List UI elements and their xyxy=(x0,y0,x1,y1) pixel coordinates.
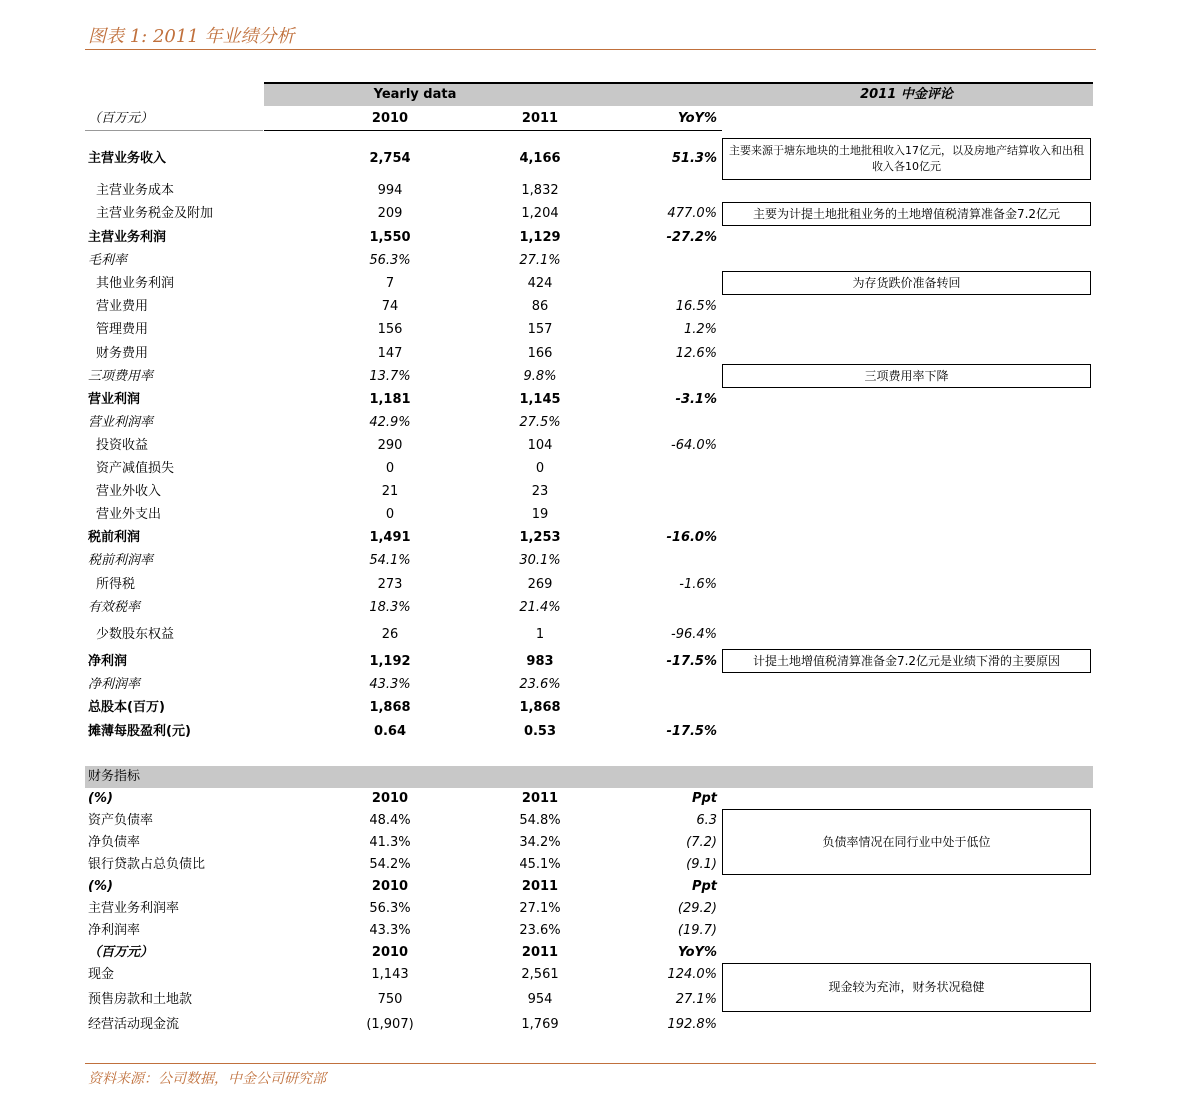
fin-header-c1: 2010 xyxy=(371,791,409,806)
fin-value-v2011: 54.8% xyxy=(519,813,561,828)
value-2011: 1,868 xyxy=(519,700,561,715)
row-label: 营业利润 xyxy=(88,392,141,407)
fin-header-c2: 2011 xyxy=(521,945,559,960)
fin-header-unit: （百万元） xyxy=(88,945,154,960)
fin-value-v2010: (1,907) xyxy=(366,1017,414,1032)
fin-value-v2011: 954 xyxy=(527,992,553,1007)
value-yoy: -1.6% xyxy=(679,577,717,592)
value-2011: 86 xyxy=(531,299,549,314)
fin-title: 财务指标 xyxy=(88,769,141,784)
value-2011: 269 xyxy=(527,577,553,592)
header-top-line xyxy=(264,82,1093,84)
value-2010: 1,550 xyxy=(369,230,411,245)
value-yoy: -16.0% xyxy=(666,530,717,545)
value-2011: 1,253 xyxy=(519,530,561,545)
value-2010: 209 xyxy=(377,206,403,221)
row-label: 管理费用 xyxy=(96,322,149,337)
value-2010: 26 xyxy=(381,627,399,642)
fin-header-c3: YoY% xyxy=(677,945,717,960)
value-2010: 54.1% xyxy=(369,553,411,568)
value-yoy: 16.5% xyxy=(675,299,717,314)
value-2011: 19 xyxy=(531,507,549,522)
row-label: 财务费用 xyxy=(96,346,149,361)
fin-header-c1: 2010 xyxy=(371,879,409,894)
row-label: 净利润 xyxy=(88,654,128,669)
value-2011: 424 xyxy=(527,276,553,291)
fin-header-c3: Ppt xyxy=(691,879,717,894)
fin-value-v2011: 1,769 xyxy=(521,1017,559,1032)
value-2011: 30.1% xyxy=(519,553,561,568)
fin-band xyxy=(85,766,1093,788)
fin-value-v2011: 23.6% xyxy=(519,923,561,938)
value-2011: 0 xyxy=(535,461,545,476)
fin-value-chg: 124.0% xyxy=(667,967,717,982)
value-yoy: -17.5% xyxy=(666,724,717,739)
value-2010: 1,868 xyxy=(369,700,411,715)
value-2010: 13.7% xyxy=(369,369,411,384)
fin-value-chg: (7.2) xyxy=(686,835,717,850)
value-yoy: -27.2% xyxy=(666,230,717,245)
fin-value-chg: (29.2) xyxy=(677,901,717,916)
fin-value-v2011: 27.1% xyxy=(519,901,561,916)
value-yoy: -17.5% xyxy=(666,654,717,669)
fin-value-v2010: 54.2% xyxy=(369,857,411,872)
fin-row-label: 资产负债率 xyxy=(88,813,154,828)
yearly-data-header: Yearly data xyxy=(373,87,457,102)
fin-value-v2011: 34.2% xyxy=(519,835,561,850)
value-2011: 1,129 xyxy=(519,230,561,245)
value-2011: 21.4% xyxy=(519,600,561,615)
fin-value-v2011: 2,561 xyxy=(521,967,559,982)
value-2011: 4,166 xyxy=(519,151,561,166)
row-label: 主营业务税金及附加 xyxy=(96,206,214,221)
row-label: 所得税 xyxy=(96,577,136,592)
fin-value-v2010: 1,143 xyxy=(371,967,409,982)
value-2011: 157 xyxy=(527,322,553,337)
figure-title: 图表 1: 2011 年业绩分析 xyxy=(88,26,295,47)
fin-row-label: 现金 xyxy=(88,967,115,982)
value-yoy: 51.3% xyxy=(671,151,717,166)
row-label: 税前利润 xyxy=(88,530,141,545)
value-2010: 56.3% xyxy=(369,253,411,268)
row-label: 税前利润率 xyxy=(88,553,154,568)
row-label: 主营业务成本 xyxy=(96,183,175,198)
value-2010: 147 xyxy=(377,346,403,361)
value-yoy: 477.0% xyxy=(667,206,717,221)
comment-box-tax: 主要为计提土地批租业务的土地增值税清算准备金7.2亿元 xyxy=(722,202,1091,226)
row-label: 三项费用率 xyxy=(88,369,154,384)
comment-header: 2011 中金评论 xyxy=(860,87,953,102)
value-2011: 104 xyxy=(527,438,553,453)
value-2010: 0 xyxy=(385,507,395,522)
col-yoy-header: YoY% xyxy=(677,111,717,126)
row-label: 主营业务收入 xyxy=(88,151,167,166)
fin-value-chg: 192.8% xyxy=(667,1017,717,1032)
fin-row-label: 净负债率 xyxy=(88,835,141,850)
value-2010: 43.3% xyxy=(369,677,411,692)
value-2010: 74 xyxy=(381,299,399,314)
row-label: 摊薄每股盈利(元) xyxy=(88,724,191,739)
fin-value-v2010: 750 xyxy=(377,992,403,1007)
value-2011: 0.53 xyxy=(523,724,557,739)
value-2011: 1,204 xyxy=(521,206,559,221)
fin-value-v2010: 43.3% xyxy=(369,923,411,938)
value-2011: 166 xyxy=(527,346,553,361)
comment-box-cash: 现金较为充沛，财务状况稳健 xyxy=(722,963,1091,1012)
fin-value-v2010: 41.3% xyxy=(369,835,411,850)
fin-value-chg: (19.7) xyxy=(677,923,717,938)
col-2010-header: 2010 xyxy=(371,111,409,126)
value-yoy: -64.0% xyxy=(671,438,717,453)
bottom-rule xyxy=(85,1063,1096,1064)
comment-box-net-profit: 计提土地增值税清算准备金7.2亿元是业绩下滑的主要原因 xyxy=(722,649,1091,673)
value-2010: 21 xyxy=(381,484,399,499)
comment-box-other-profit: 为存货跌价准备转回 xyxy=(722,271,1091,295)
value-2011: 9.8% xyxy=(523,369,557,384)
row-label: 投资收益 xyxy=(96,438,149,453)
value-2010: 994 xyxy=(377,183,403,198)
value-2011: 983 xyxy=(526,654,554,669)
row-label: 有效税率 xyxy=(88,600,141,615)
row-label: 其他业务利润 xyxy=(96,276,175,291)
fin-header-unit: (%) xyxy=(88,791,113,806)
source-note: 资料来源：公司数据，中金公司研究部 xyxy=(88,1071,326,1087)
fin-header-unit: (%) xyxy=(88,879,113,894)
value-2010: 1,192 xyxy=(369,654,411,669)
comment-box-debt: 负债率情况在同行业中处于低位 xyxy=(722,809,1091,875)
fin-row-label: 净利润率 xyxy=(88,923,141,938)
value-yoy: 12.6% xyxy=(675,346,717,361)
row-label: 营业外支出 xyxy=(96,507,162,522)
value-2010: 18.3% xyxy=(369,600,411,615)
value-2011: 27.5% xyxy=(519,415,561,430)
row-label: 毛利率 xyxy=(88,253,128,268)
value-2010: 273 xyxy=(377,577,403,592)
value-2011: 23 xyxy=(531,484,549,499)
fin-header-c2: 2011 xyxy=(521,879,559,894)
row-label: 主营业务利润 xyxy=(88,230,167,245)
fin-row-label: 经营活动现金流 xyxy=(88,1017,180,1032)
fin-value-chg: 6.3 xyxy=(696,813,717,828)
value-2010: 1,491 xyxy=(369,530,411,545)
row-label: 营业利润率 xyxy=(88,415,154,430)
fin-header-c2: 2011 xyxy=(521,791,559,806)
value-2010: 2,754 xyxy=(369,151,411,166)
header-bottom-line xyxy=(264,130,722,131)
value-2011: 27.1% xyxy=(519,253,561,268)
fin-value-chg: (9.1) xyxy=(686,857,717,872)
row-label: 营业费用 xyxy=(96,299,149,314)
col-2011-header: 2011 xyxy=(521,111,559,126)
value-yoy: -96.4% xyxy=(671,627,717,642)
value-2011: 1 xyxy=(535,627,545,642)
fin-value-v2011: 45.1% xyxy=(519,857,561,872)
row-label: 少数股东权益 xyxy=(96,627,175,642)
value-2011: 23.6% xyxy=(519,677,561,692)
value-2011: 1,145 xyxy=(519,392,561,407)
value-2010: 290 xyxy=(377,438,403,453)
row-label: 资产减值损失 xyxy=(96,461,175,476)
fin-header-c1: 2010 xyxy=(371,945,409,960)
fin-row-label: 预售房款和土地款 xyxy=(88,992,193,1007)
fin-row-label: 银行贷款占总负债比 xyxy=(88,857,206,872)
comment-box-expense-ratio: 三项费用率下降 xyxy=(722,364,1091,388)
value-yoy: 1.2% xyxy=(683,322,717,337)
fin-value-chg: 27.1% xyxy=(675,992,717,1007)
value-2010: 0 xyxy=(385,461,395,476)
row-label: 营业外收入 xyxy=(96,484,162,499)
value-2010: 0.64 xyxy=(373,724,407,739)
fin-header-c3: Ppt xyxy=(691,791,717,806)
unit-label: （百万元） xyxy=(88,111,154,126)
value-2010: 7 xyxy=(385,276,395,291)
row-label: 净利润率 xyxy=(88,677,141,692)
fin-row-label: 主营业务利润率 xyxy=(88,901,180,916)
value-2010: 42.9% xyxy=(369,415,411,430)
value-2010: 1,181 xyxy=(369,392,411,407)
value-yoy: -3.1% xyxy=(675,392,717,407)
top-rule xyxy=(85,49,1096,50)
row-label: 总股本(百万) xyxy=(88,700,165,715)
value-2011: 1,832 xyxy=(521,183,559,198)
fin-value-v2010: 48.4% xyxy=(369,813,411,828)
comment-box-revenue: 主要来源于塘东地块的土地批租收入17亿元，以及房地产结算收入和出租收入各10亿元 xyxy=(722,138,1091,180)
value-2010: 156 xyxy=(377,322,403,337)
unit-underline xyxy=(85,130,263,131)
fin-value-v2010: 56.3% xyxy=(369,901,411,916)
